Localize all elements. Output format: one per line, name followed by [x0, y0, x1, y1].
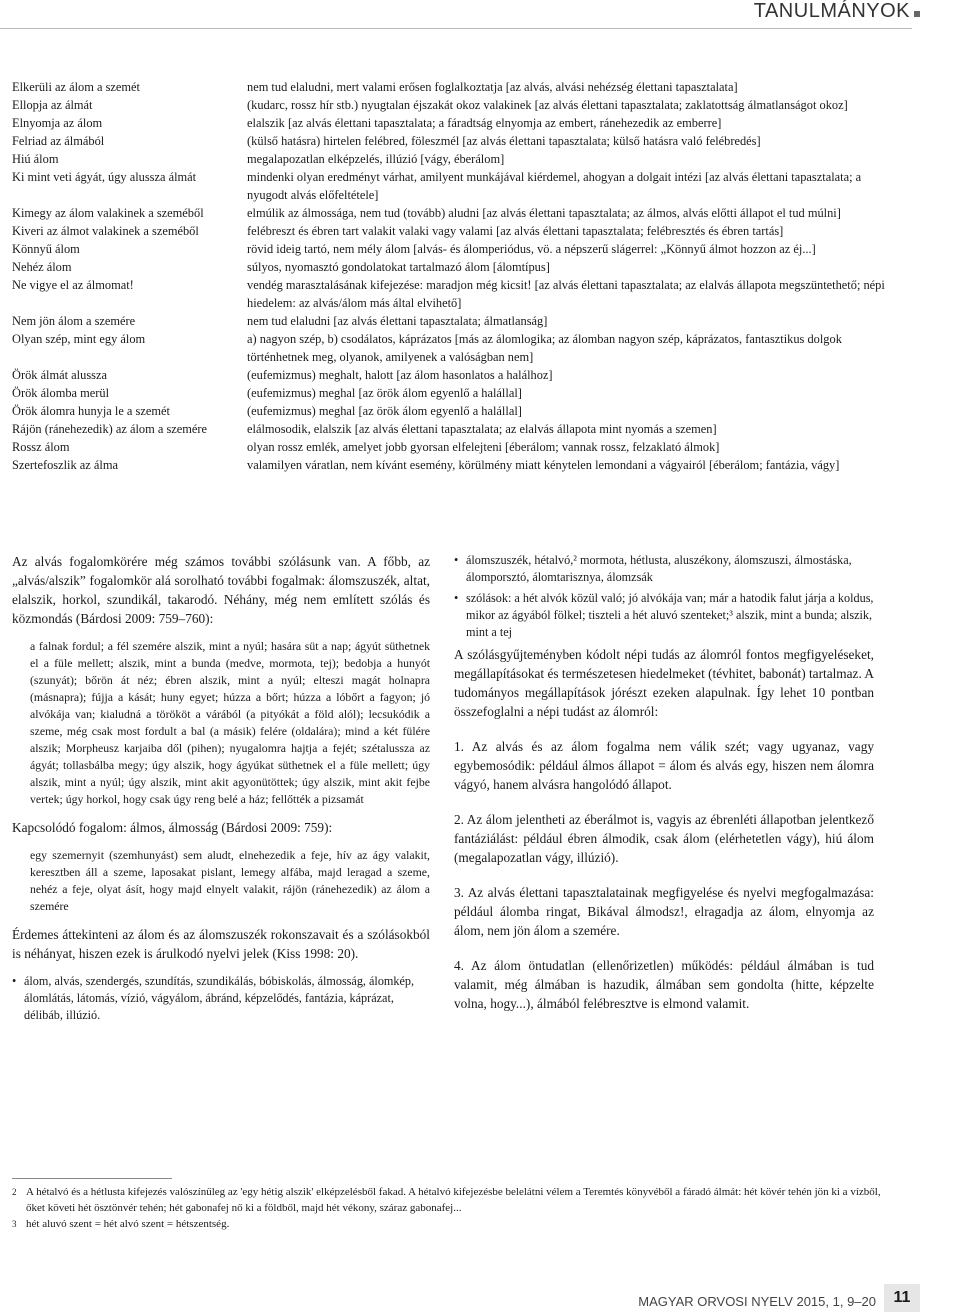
glossary-term: Rossz álom [12, 440, 70, 454]
glossary-definition: (kudarc, rossz hír stb.) nyugtalan éjszakát okoz valakinek [az alvás élettani tapasztalata; zaklatottság álmatlanságot okoz] [247, 98, 848, 112]
glossary-row [12, 384, 892, 402]
glossary-row [12, 420, 892, 438]
glossary-definition: elálmosodik, elalszik [az alvás élettani tapasztalata; az elalvás állapota mint nyomás a szemen] [247, 422, 717, 436]
footnotes [12, 1184, 892, 1232]
idiom-quote: egy szemernyit (szemhunyást) sem aludt, elnehezedik a feje, hív az ágy valakit, keresztben áll a szeme, laposakat pislant, lemegy alfába, majd leragad a szeme, nehéz a feje, olyat ásít, hogy majd elnyelt valakit, rájön (ránehezedik) az álom a szemére [30, 848, 430, 913]
glossary-definition: (külső hatásra) hirtelen felébred, föleszmél [az alvás élettani tapasztalata; külső hatásra való felébredés] [247, 134, 761, 148]
footnote [12, 1184, 892, 1216]
glossary-definition: valamilyen váratlan, nem kívánt esemény, körülmény miatt kénytelen lemondani a vágyairól [éberálom; fantázia, vágy] [247, 458, 840, 472]
glossary-row [12, 114, 892, 132]
idiom-glossary [12, 78, 892, 474]
right-column [454, 552, 874, 1013]
glossary-definition: súlyos, nyomasztó gondolatokat tartalmazó álom [álomtípus] [247, 260, 550, 274]
footnote-number: 3 [12, 1219, 17, 1229]
glossary-term: Nehéz álom [12, 260, 72, 274]
glossary-term: Elnyomja az álom [12, 116, 103, 130]
glossary-term: Kiveri az álmot valakinek a szeméből [12, 224, 199, 238]
glossary-definition: (eufemizmus) meghal [az örök álom egyenlő a halállal] [247, 386, 522, 400]
glossary-term: Rájön (ránehezedik) az álom a szemére [12, 422, 208, 436]
numbered-point: 2. Az álom jelentheti az éberálmot is, vagyis az ébrenléti állapotban jelentkező fantáziálást: például ébren álmodik, csak álom (elérhetetlen vágy), hiú álom (megalapozatlan vágy, illúzió). [454, 812, 874, 865]
numbered-point: 4. Az álom öntudatlan (ellenőrizetlen) működés: például álmában is tud valamit, még álmában is hazudik, álmában sem gondolta (hitte, képzelte volna, hogy...), álmából felébresztve is elmond valamit. [454, 958, 874, 1011]
glossary-definition: nem tud elaludni [az alvás élettani tapasztalata; álmatlanság] [247, 314, 548, 328]
glossary-definition: vendég marasztalásának kifejezése: maradjon még kicsit! [az alvás élettani tapasztalata; az elalvás állapota megszüntethető; népi hiedelem: az alvás/álom más által elvihető] [247, 278, 885, 310]
glossary-definition: elalszik [az alvás élettani tapasztalata; a fáradtság elnyomja az embert, ránehezedik az emberre] [247, 116, 722, 130]
glossary-definition: mindenki olyan eredményt várhat, amilyent munkájával kiérdemel, ahogyan a dolgait intézi [az alvás élettani tapasztalata; a nyugodt alvás előfeltétele] [247, 170, 862, 202]
glossary-row [12, 402, 892, 420]
glossary-definition: (eufemizmus) meghal [az örök álom egyenlő a halállal] [247, 404, 522, 418]
glossary-term: Elkerüli az álom a szemét [12, 80, 140, 94]
list-item: • szólások: a hét alvók közül való; jó alvókája van; már a hatodik falut járja a koldus, mikor az ágyából fölkel; tiszteli a hét aluvó szenteket;³ alszik, mint a bunda; alszik, mint a tej [454, 590, 874, 641]
body-paragraph: Az alvás fogalomkörére még számos további szólásunk van. A főbb, az „alvás/alszik” fogalomkör alá sorolható további fogalmak: álomszuszék, altat, elalszik, horkol, szundikál, takarodó. Néhány, még nem említett szólás és közmondás (Bárdosi 2009: 759–760): [12, 554, 430, 626]
numbered-point: 3. Az alvás élettani tapasztalatainak megfigyelése és nyelvi megfogalmazása: például álomba ringat, Bikával álmodsz!, elragadja az álom, elnyomja az álom, nem jön álom a szemére. [454, 885, 874, 938]
list-item: • álomszuszék, hétalvó,² mormota, hétlusta, aluszékony, álomszuszi, álmostáska, álomporsztó, álomtarisznya, álomzsák [454, 552, 874, 586]
footnote [12, 1216, 892, 1232]
glossary-term: Felriad az álmából [12, 134, 105, 148]
glossary-term: Ki mint veti ágyát, úgy alussza álmát [12, 170, 197, 184]
glossary-row [12, 330, 892, 366]
glossary-term: Kimegy az álom valakinek a szeméből [12, 206, 204, 220]
glossary-row [12, 312, 892, 330]
glossary-definition: a) nagyon szép, b) csodálatos, káprázatos [más az álomlogika; az álomban nagyon szép, káprázatos, fantasztikus dolgok történhetnek meg, olyanok, amilyenek a valóságban nem] [247, 332, 842, 364]
glossary-definition: elmúlik az álmossága, nem tud (tovább) aludni [az alvás élettani tapasztalata; az álmos, alvás előtti állapot el tud múlni] [247, 206, 841, 220]
glossary-row [12, 132, 892, 150]
glossary-term: Örök álomra hunyja le a szemét [12, 404, 170, 418]
glossary-definition: felébreszt és ébren tart valakit valaki vagy valami [az alvás élettani tapasztalata; felébresztés és ébren tartás] [247, 224, 784, 238]
glossary-row [12, 258, 892, 276]
glossary-row [12, 366, 892, 384]
glossary-term: Olyan szép, mint egy álom [12, 332, 146, 346]
list-item: • álom, alvás, szendergés, szundítás, szundikálás, bóbiskolás, álmosság, álomkép, álomlátás, látomás, vízió, vágyálom, ábránd, képzelődés, fantázia, káprázat, délibáb, illúzió. [12, 973, 430, 1024]
glossary-definition: nem tud elaludni, mert valami erősen foglalkoztatja [az alvás, alvási nehézség élettani tapasztalata] [247, 80, 738, 94]
glossary-term: Örök álmát alussza [12, 368, 107, 382]
footnote-text: A hétalvó és a hétlusta kifejezés valószínűleg az 'egy hétig alszik' elképzelésből fakad. A hétalvó kifejezésbe belelátni vélem a Teremtés könyvéből a fáradó álmát: hét kövér tehén jön ki a vízből, őket követi hét ösztönvér tehén; hét gabonafej nő ki a földből, majd hét vékony, száraz gabonafej... [26, 1186, 881, 1214]
glossary-definition: megalapozatlan elképzelés, illúzió [vágy, éberálom] [247, 152, 505, 166]
synonym-list [12, 973, 430, 1024]
body-paragraph: Kapcsolódó fogalom: álmos, álmosság (Bárdosi 2009: 759): [12, 820, 333, 835]
glossary-row [12, 438, 892, 456]
glossary-row [12, 456, 892, 474]
synonym-list [454, 552, 874, 641]
page-footer [638, 1284, 920, 1312]
body-paragraph: Érdemes áttekinteni az álom és az álomszuszék rokonszavait és a szólásokból is néhányat, hiszen ezek is árulkodó nyelvi jelek (Kiss 1998: 20). [12, 927, 430, 961]
glossary-term: Könnyű álom [12, 242, 80, 256]
glossary-definition: rövid ideig tartó, nem mély álom [alvás- és álomperiódus, vö. a népszerű slágerrel: „Könnyű álmot hozzon az éj...] [247, 242, 816, 256]
glossary-definition: (eufemizmus) meghalt, halott [az álom hasonlatos a halálhoz] [247, 368, 553, 382]
glossary-row [12, 78, 892, 96]
glossary-row [12, 96, 892, 114]
glossary-row [12, 276, 892, 312]
glossary-term: Nem jön álom a szemére [12, 314, 136, 328]
page-number: 11 [884, 1284, 920, 1312]
glossary-row [12, 240, 892, 258]
glossary-term: Örök álomba merül [12, 386, 110, 400]
section-tag [754, 0, 920, 23]
numbered-point: 1. Az alvás és az álom fogalma nem válik szét; vagy ugyanaz, vagy egybemosódik: például álmos állapot = álom és alvás egy, hiszen nem álomra vágyó, hanem alvásra hangolódó állapot. [454, 739, 874, 792]
glossary-definition: olyan rossz emlék, amelyet jobb gyorsan elfelejteni [éberálom; vannak rossz, felzaklató álmok] [247, 440, 720, 454]
glossary-term: Hiú álom [12, 152, 59, 166]
glossary-row [12, 150, 892, 168]
glossary-term: Ellopja az álmát [12, 98, 93, 112]
square-icon [914, 11, 920, 17]
footnote-rule [12, 1178, 172, 1179]
footnote-number: 2 [12, 1187, 17, 1197]
body-paragraph: A szólásgyűjteményben kódolt népi tudás az álomról fontos megfigyeléseket, megállapításokat és természetesen hiedelmeket (tévhitet, babonát) tartalmaz. A tudományos megállapítások jórészt ezeken alapulnak. Így lehet 10 pontban összefoglalni a népi tudást az álomról: [454, 647, 874, 719]
glossary-term: Ne vigye el az álmomat! [12, 278, 134, 292]
header-rule [0, 28, 912, 29]
idiom-quote: a falnak fordul; a fél szemére alszik, mint a nyúl; hasára süt a nap; ágyút süthetnek el a füle mellett; alszik, mint a bunda (medve, mormota, tej); bedobja a hunyót (szunyát); bőrön át néz; ébren alszik, mint a nyúl; elteszi magát holnapra (másnapra); fújja a kását; huny egyet; húzza a bőrt; húzza a lóbőrt a fagyon; jó alvókája van; kialudná a törököt a várából (a pityókát a föld alól); lecsukódik a szeme, még csak most fordult a bal (a másik) felére (oldalára); mind a két fülére alszik; Morpheusz karjaiba dől (pihen); nyugalomra hajtja a fejét; szétalussza az ágyát; tollasbálba megy; úgy alszik, hogy ágyúkat süthetnek el a füle mellett; úgy alszik, mint a nyúl; úgy alszik, mint akit agyonütöttek; úgy alszik, mint akit fejbe vertek; úgy horkol, hogy csak úgy reng belé a ház; fellőtték a pizsamát [30, 639, 430, 806]
glossary-row [12, 168, 892, 204]
glossary-row [12, 204, 892, 222]
glossary-term: Szertefoszlik az álma [12, 458, 118, 472]
left-column [12, 552, 430, 1028]
section-tag-label: TANULMÁNYOK [753, 0, 910, 22]
journal-citation: MAGYAR ORVOSI NYELV 2015, 1, 9–20 [638, 1294, 876, 1309]
glossary-row [12, 222, 892, 240]
footnote-text: hét aluvó szent = hét alvó szent = hétszentség. [26, 1218, 230, 1230]
